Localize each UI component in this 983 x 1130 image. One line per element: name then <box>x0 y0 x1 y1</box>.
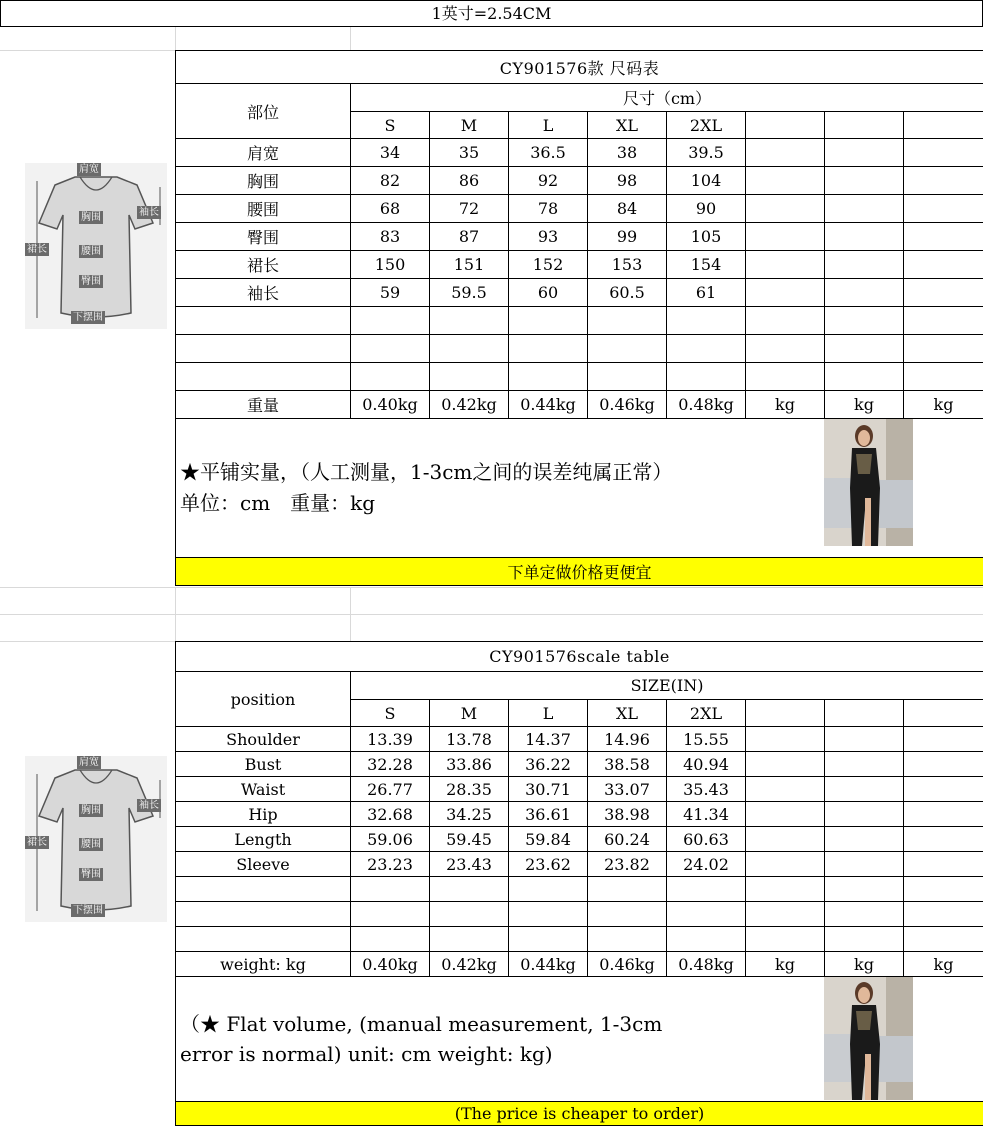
cell-value: 26.77 <box>351 777 430 802</box>
cell-value: 59 <box>351 279 430 307</box>
cell-value: 32.28 <box>351 752 430 777</box>
table-row <box>176 195 983 223</box>
size-col-header: M <box>430 112 509 139</box>
cell-value: 99 <box>588 223 667 251</box>
table-row <box>176 279 983 307</box>
weight-value: 0.42kg <box>430 952 509 977</box>
grid-line <box>0 587 983 588</box>
product-photo <box>824 419 913 547</box>
weight-value: 0.44kg <box>509 952 588 977</box>
cell-value: 30.71 <box>509 777 588 802</box>
row-label: 肩宽 <box>176 139 351 167</box>
measurement-note <box>176 457 820 519</box>
row-label: Sleeve <box>176 852 351 877</box>
order-footer: 下单定做价格更便宜 <box>176 558 983 586</box>
weight-value: 0.42kg <box>430 391 509 419</box>
note-cell <box>176 419 983 558</box>
diagram-label-chest: 胸围 <box>81 212 101 223</box>
cell-value: 68 <box>351 195 430 223</box>
part-header: 部位 <box>176 84 351 139</box>
empty-cell <box>904 223 983 251</box>
size-col-header: 2XL <box>667 700 746 727</box>
cell-value: 14.96 <box>588 727 667 752</box>
weight-value: 0.48kg <box>667 952 746 977</box>
diagram-label-shoulder: 肩宽 <box>79 757 99 768</box>
empty-cell <box>904 700 983 727</box>
grid-line <box>350 27 351 50</box>
size-col-header: S <box>351 112 430 139</box>
order-footer: (The price is cheaper to order) <box>176 1102 983 1126</box>
cell-value: 13.78 <box>430 727 509 752</box>
cell-value: 33.07 <box>588 777 667 802</box>
size-col-header: L <box>509 112 588 139</box>
grid-line <box>175 587 176 641</box>
empty-cell <box>746 251 825 279</box>
cell-value: 60.5 <box>588 279 667 307</box>
cell-value: 105 <box>667 223 746 251</box>
weight-value: 0.44kg <box>509 391 588 419</box>
size-col-header: XL <box>588 112 667 139</box>
diagram-label-length: 裙长 <box>27 244 47 255</box>
empty-cell <box>825 700 904 727</box>
empty-cell <box>825 112 904 139</box>
table-row <box>176 777 983 802</box>
cell-value: 34 <box>351 139 430 167</box>
cell-value: 87 <box>430 223 509 251</box>
empty-cell <box>746 223 825 251</box>
size-col-header: XL <box>588 700 667 727</box>
cell-value: 38.58 <box>588 752 667 777</box>
cell-value: 59.06 <box>351 827 430 852</box>
cell-value: 153 <box>588 251 667 279</box>
cell-value: 23.43 <box>430 852 509 877</box>
empty-cell <box>904 852 983 877</box>
note-line: ★平铺实量，（人工测量，1-3cm之间的误差纯属正常） <box>180 460 673 484</box>
diagram-label-shoulder: 肩宽 <box>79 164 99 175</box>
cell-value: 38 <box>588 139 667 167</box>
cell-value: 83 <box>351 223 430 251</box>
part-header: position <box>176 672 351 727</box>
empty-cell <box>825 223 904 251</box>
diagram-label-hem: 下摆围 <box>73 905 103 916</box>
empty-cell <box>746 727 825 752</box>
diagram-label-hem: 下摆围 <box>73 312 103 323</box>
table-row <box>176 852 983 877</box>
cell-value: 40.94 <box>667 752 746 777</box>
empty-cell <box>825 777 904 802</box>
cell-value: 23.23 <box>351 852 430 877</box>
cell-value: 35 <box>430 139 509 167</box>
weight-value: 0.48kg <box>667 391 746 419</box>
table-row <box>176 167 983 195</box>
cell-value: 24.02 <box>667 852 746 877</box>
cell-value: 59.45 <box>430 827 509 852</box>
weight-value: kg <box>746 391 825 419</box>
cell-value: 86 <box>430 167 509 195</box>
row-label: 裙长 <box>176 251 351 279</box>
cell-value: 60.24 <box>588 827 667 852</box>
weight-value: kg <box>746 952 825 977</box>
cell-value: 92 <box>509 167 588 195</box>
table-row <box>176 877 983 902</box>
diagram-label-sleeve: 袖长 <box>139 800 159 811</box>
weight-row <box>176 391 983 419</box>
weight-value: 0.46kg <box>588 952 667 977</box>
empty-cell <box>904 167 983 195</box>
cell-value: 150 <box>351 251 430 279</box>
empty-cell <box>904 802 983 827</box>
table-row <box>176 927 983 952</box>
empty-cell <box>825 279 904 307</box>
cell-value: 15.55 <box>667 727 746 752</box>
empty-cell <box>904 752 983 777</box>
cell-value: 34.25 <box>430 802 509 827</box>
empty-cell <box>746 700 825 727</box>
weight-value: kg <box>904 952 983 977</box>
weight-value: kg <box>825 952 904 977</box>
empty-cell <box>904 279 983 307</box>
empty-cell <box>904 827 983 852</box>
row-label: Hip <box>176 802 351 827</box>
table-row <box>176 307 983 335</box>
table-row <box>176 363 983 391</box>
product-photo <box>824 977 913 1101</box>
empty-cell <box>825 752 904 777</box>
cell-value: 104 <box>667 167 746 195</box>
weight-value: 0.40kg <box>351 952 430 977</box>
diagram-label-waist: 腰围 <box>81 246 101 257</box>
cell-value: 36.61 <box>509 802 588 827</box>
table-row <box>176 902 983 927</box>
cell-value: 98 <box>588 167 667 195</box>
garment-diagram <box>25 163 167 329</box>
empty-cell <box>746 167 825 195</box>
cell-value: 59.84 <box>509 827 588 852</box>
size-col-header: S <box>351 700 430 727</box>
size-col-header: L <box>509 700 588 727</box>
row-label: 胸围 <box>176 167 351 195</box>
table-row <box>176 251 983 279</box>
note-line: 单位：cm 重量：kg <box>180 491 376 515</box>
cell-value: 23.62 <box>509 852 588 877</box>
cell-value: 33.86 <box>430 752 509 777</box>
empty-cell <box>746 802 825 827</box>
cell-value: 61 <box>667 279 746 307</box>
size-header: 尺寸（cm） <box>351 84 983 112</box>
cell-value: 41.34 <box>667 802 746 827</box>
cell-value: 90 <box>667 195 746 223</box>
empty-cell <box>904 251 983 279</box>
cell-value: 28.35 <box>430 777 509 802</box>
cell-value: 78 <box>509 195 588 223</box>
diagram-label-waist: 腰围 <box>81 839 101 850</box>
table-row <box>176 139 983 167</box>
cell-value: 154 <box>667 251 746 279</box>
table-row <box>176 802 983 827</box>
diagram-label-length: 裙长 <box>27 837 47 848</box>
garment-diagram <box>25 756 167 922</box>
cell-value: 35.43 <box>667 777 746 802</box>
note-line: error is normal) unit: cm weight: kg) <box>180 1042 553 1066</box>
size-col-header: M <box>430 700 509 727</box>
cell-value: 13.39 <box>351 727 430 752</box>
row-label: Bust <box>176 752 351 777</box>
weight-label: 重量 <box>176 391 351 419</box>
empty-cell <box>825 827 904 852</box>
empty-cell <box>904 139 983 167</box>
weight-value: 0.40kg <box>351 391 430 419</box>
row-label: Shoulder <box>176 727 351 752</box>
cell-value: 14.37 <box>509 727 588 752</box>
empty-cell <box>825 802 904 827</box>
weight-value: kg <box>825 391 904 419</box>
cell-value: 60.63 <box>667 827 746 852</box>
empty-cell <box>825 852 904 877</box>
empty-cell <box>746 139 825 167</box>
cell-value: 93 <box>509 223 588 251</box>
row-label: 腰围 <box>176 195 351 223</box>
table-row <box>176 827 983 852</box>
empty-cell <box>746 112 825 139</box>
empty-cell <box>746 279 825 307</box>
table-title: CY901576款 尺码表 <box>176 51 983 84</box>
weight-value: kg <box>904 391 983 419</box>
cell-value: 38.98 <box>588 802 667 827</box>
cell-value: 152 <box>509 251 588 279</box>
cell-value: 84 <box>588 195 667 223</box>
grid-line <box>175 27 176 50</box>
table-row <box>176 223 983 251</box>
table-row <box>176 335 983 363</box>
cell-value: 151 <box>430 251 509 279</box>
empty-cell <box>825 727 904 752</box>
cell-value: 59.5 <box>430 279 509 307</box>
empty-cell <box>825 195 904 223</box>
empty-cell <box>904 727 983 752</box>
cell-value: 60 <box>509 279 588 307</box>
empty-cell <box>825 139 904 167</box>
empty-cell <box>746 195 825 223</box>
table-title: CY901576scale table <box>176 642 983 672</box>
row-label: Waist <box>176 777 351 802</box>
empty-cell <box>904 112 983 139</box>
note-cell <box>176 977 983 1102</box>
diagram-label-sleeve: 袖长 <box>139 207 159 218</box>
row-label: Length <box>176 827 351 852</box>
size-chart-en <box>175 641 983 1126</box>
diagram-label-hip: 臀围 <box>81 276 101 287</box>
grid-line <box>0 614 983 615</box>
empty-cell <box>746 827 825 852</box>
empty-cell <box>746 752 825 777</box>
note-line: （★ Flat volume, (manual measurement, 1-3cm <box>180 1012 663 1036</box>
grid-line <box>350 587 351 641</box>
cell-value: 72 <box>430 195 509 223</box>
cell-value: 36.5 <box>509 139 588 167</box>
diagram-label-chest: 胸围 <box>81 805 101 816</box>
cell-value: 23.82 <box>588 852 667 877</box>
weight-value: 0.46kg <box>588 391 667 419</box>
row-label: 臀围 <box>176 223 351 251</box>
size-chart-cn <box>175 50 983 586</box>
row-label: 袖长 <box>176 279 351 307</box>
empty-cell <box>746 777 825 802</box>
cell-value: 82 <box>351 167 430 195</box>
cell-value: 39.5 <box>667 139 746 167</box>
cell-value: 32.68 <box>351 802 430 827</box>
cell-value: 36.22 <box>509 752 588 777</box>
empty-cell <box>825 251 904 279</box>
size-header: SIZE(IN) <box>351 672 983 700</box>
size-col-header: 2XL <box>667 112 746 139</box>
weight-row <box>176 952 983 977</box>
measurement-note <box>176 1009 820 1069</box>
empty-cell <box>746 852 825 877</box>
empty-cell <box>904 195 983 223</box>
empty-cell <box>825 167 904 195</box>
weight-label: weight: kg <box>176 952 351 977</box>
table-row <box>176 727 983 752</box>
diagram-label-hip: 臀围 <box>81 869 101 880</box>
empty-cell <box>904 777 983 802</box>
table-row <box>176 752 983 777</box>
conversion-banner: 1英寸=2.54CM <box>0 0 983 27</box>
